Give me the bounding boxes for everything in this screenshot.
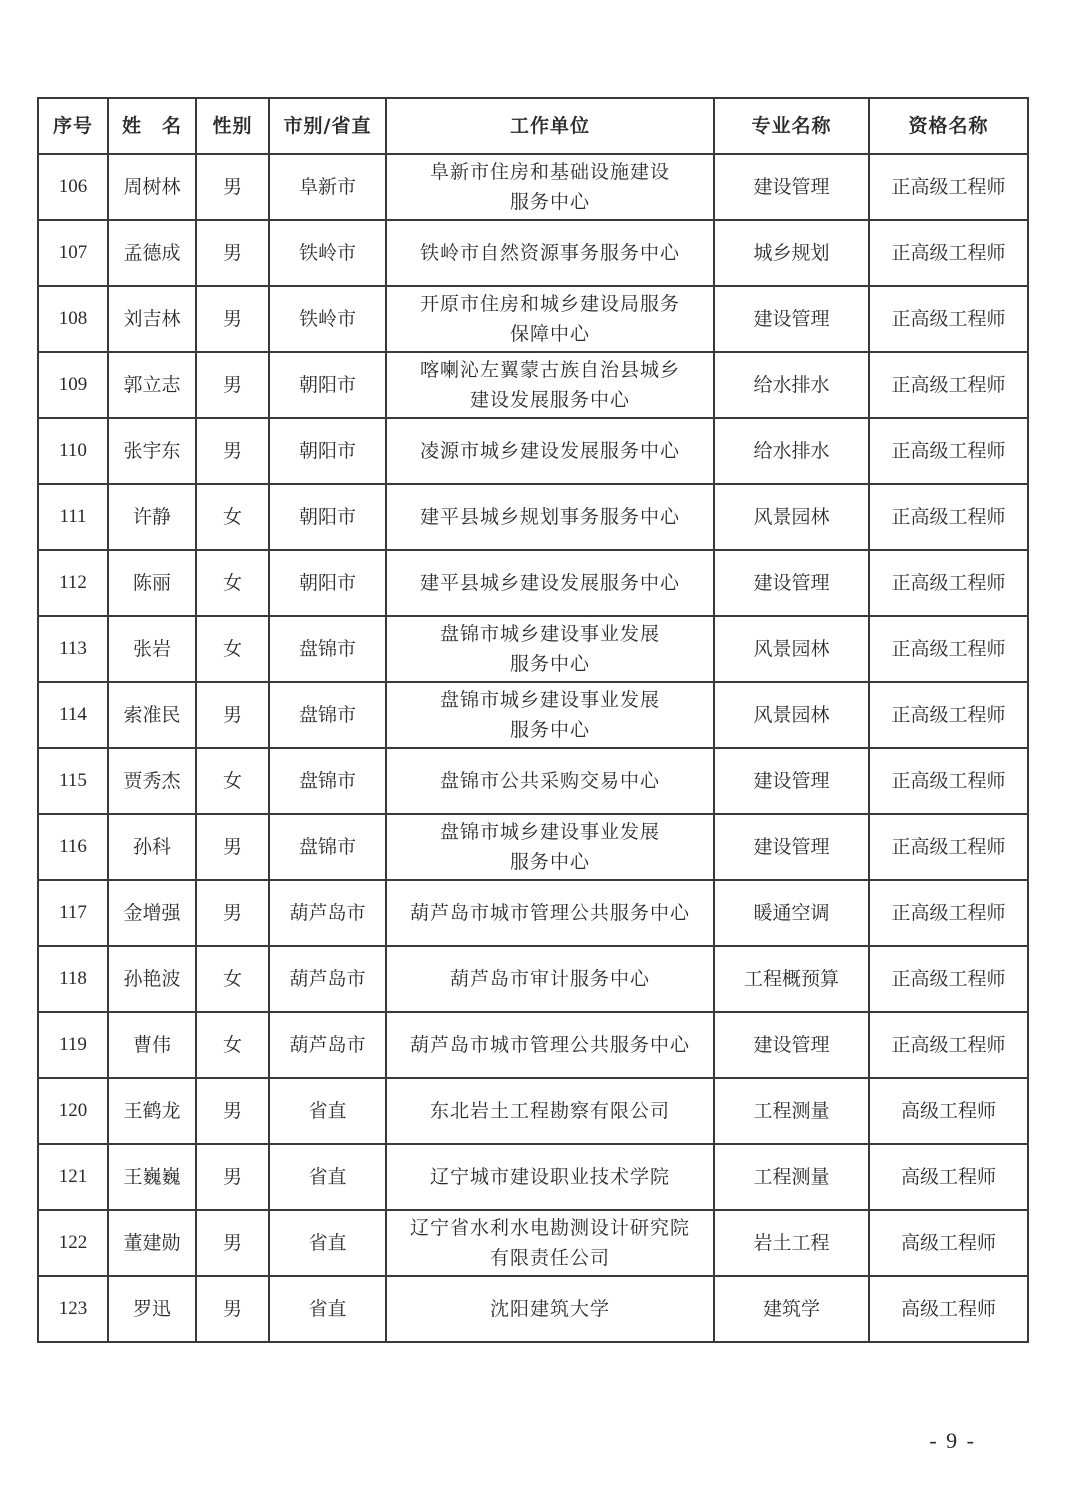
cell-qualification: 正高级工程师 bbox=[869, 1012, 1028, 1078]
cell-no: 115 bbox=[38, 748, 108, 814]
cell-gender: 男 bbox=[196, 352, 269, 418]
cell-name: 张岩 bbox=[108, 616, 196, 682]
cell-name: 郭立志 bbox=[108, 352, 196, 418]
table-header bbox=[38, 98, 1028, 154]
cell-gender: 男 bbox=[196, 880, 269, 946]
cell-major: 建设管理 bbox=[714, 814, 869, 880]
cell-gender: 女 bbox=[196, 748, 269, 814]
cell-major: 建设管理 bbox=[714, 1012, 869, 1078]
cell-gender: 女 bbox=[196, 946, 269, 1012]
cell-major: 城乡规划 bbox=[714, 220, 869, 286]
table-row bbox=[38, 880, 1028, 946]
cell-city: 省直 bbox=[269, 1210, 386, 1276]
cell-gender: 男 bbox=[196, 286, 269, 352]
table-row bbox=[38, 748, 1028, 814]
cell-qualification: 正高级工程师 bbox=[869, 748, 1028, 814]
cell-no: 113 bbox=[38, 616, 108, 682]
cell-gender: 男 bbox=[196, 220, 269, 286]
table-row bbox=[38, 946, 1028, 1012]
cell-name: 董建勋 bbox=[108, 1210, 196, 1276]
cell-city: 朝阳市 bbox=[269, 418, 386, 484]
cell-gender: 男 bbox=[196, 814, 269, 880]
cell-city: 阜新市 bbox=[269, 154, 386, 220]
cell-gender: 男 bbox=[196, 1144, 269, 1210]
unit-line: 服务中心 bbox=[509, 653, 590, 675]
cell-unit bbox=[386, 484, 714, 550]
cell-no: 109 bbox=[38, 352, 108, 418]
unit-line: 盘锦市城乡建设事业发展 bbox=[439, 821, 660, 843]
cell-unit bbox=[386, 814, 714, 880]
cell-major: 暖通空调 bbox=[714, 880, 869, 946]
cell-name: 张宇东 bbox=[108, 418, 196, 484]
table-row bbox=[38, 220, 1028, 286]
unit-line: 沈阳建筑大学 bbox=[489, 1298, 610, 1320]
cell-gender: 女 bbox=[196, 484, 269, 550]
cell-qualification: 高级工程师 bbox=[869, 1210, 1028, 1276]
unit-line: 葫芦岛市城市管理公共服务中心 bbox=[409, 902, 690, 924]
cell-gender: 女 bbox=[196, 1012, 269, 1078]
cell-major: 风景园林 bbox=[714, 616, 869, 682]
cell-unit bbox=[386, 682, 714, 748]
cell-city: 朝阳市 bbox=[269, 550, 386, 616]
header-cell-no: 序号 bbox=[38, 98, 108, 154]
cell-name: 陈丽 bbox=[108, 550, 196, 616]
cell-qualification: 正高级工程师 bbox=[869, 484, 1028, 550]
cell-name: 刘吉林 bbox=[108, 286, 196, 352]
header-cell-qualification: 资格名称 bbox=[869, 98, 1028, 154]
cell-unit bbox=[386, 616, 714, 682]
cell-name: 贾秀杰 bbox=[108, 748, 196, 814]
cell-city: 朝阳市 bbox=[269, 352, 386, 418]
cell-city: 葫芦岛市 bbox=[269, 880, 386, 946]
cell-major: 工程测量 bbox=[714, 1078, 869, 1144]
document-sheet bbox=[37, 97, 1027, 1343]
table-row bbox=[38, 286, 1028, 352]
cell-name: 孙科 bbox=[108, 814, 196, 880]
cell-no: 118 bbox=[38, 946, 108, 1012]
cell-name: 王鹤龙 bbox=[108, 1078, 196, 1144]
cell-major: 工程概预算 bbox=[714, 946, 869, 1012]
unit-line: 服务中心 bbox=[509, 191, 590, 213]
unit-line: 盘锦市城乡建设事业发展 bbox=[439, 689, 660, 711]
cell-major: 建筑学 bbox=[714, 1276, 869, 1342]
cell-gender: 男 bbox=[196, 1210, 269, 1276]
header-cell-unit: 工作单位 bbox=[386, 98, 714, 154]
cell-no: 110 bbox=[38, 418, 108, 484]
unit-line: 喀喇沁左翼蒙古族自治县城乡 bbox=[419, 359, 680, 381]
cell-unit bbox=[386, 1078, 714, 1144]
table-row bbox=[38, 814, 1028, 880]
cell-city: 省直 bbox=[269, 1144, 386, 1210]
cell-gender: 女 bbox=[196, 550, 269, 616]
cell-name: 孙艳波 bbox=[108, 946, 196, 1012]
cell-no: 107 bbox=[38, 220, 108, 286]
cell-major: 建设管理 bbox=[714, 748, 869, 814]
cell-qualification: 正高级工程师 bbox=[869, 550, 1028, 616]
qualification-roster-table bbox=[37, 97, 1029, 1343]
cell-no: 108 bbox=[38, 286, 108, 352]
cell-qualification: 正高级工程师 bbox=[869, 220, 1028, 286]
table-row bbox=[38, 616, 1028, 682]
cell-unit bbox=[386, 1210, 714, 1276]
cell-city: 盘锦市 bbox=[269, 682, 386, 748]
cell-no: 116 bbox=[38, 814, 108, 880]
cell-city: 盘锦市 bbox=[269, 616, 386, 682]
unit-line: 凌源市城乡建设发展服务中心 bbox=[419, 440, 680, 462]
cell-qualification: 正高级工程师 bbox=[869, 154, 1028, 220]
table-row bbox=[38, 1012, 1028, 1078]
cell-name: 金增强 bbox=[108, 880, 196, 946]
unit-line: 阜新市住房和基础设施建设 bbox=[429, 161, 670, 183]
cell-major: 建设管理 bbox=[714, 154, 869, 220]
unit-line: 东北岩土工程勘察有限公司 bbox=[429, 1100, 670, 1122]
table-body bbox=[38, 154, 1028, 1342]
cell-unit bbox=[386, 1276, 714, 1342]
cell-major: 风景园林 bbox=[714, 682, 869, 748]
cell-name: 曹伟 bbox=[108, 1012, 196, 1078]
table-row bbox=[38, 418, 1028, 484]
unit-line: 盘锦市公共采购交易中心 bbox=[439, 770, 660, 792]
header-cell-gender: 性别 bbox=[196, 98, 269, 154]
cell-major: 给水排水 bbox=[714, 418, 869, 484]
cell-major: 岩土工程 bbox=[714, 1210, 869, 1276]
header-cell-city: 市别/省直 bbox=[269, 98, 386, 154]
unit-line: 服务中心 bbox=[509, 719, 590, 741]
cell-no: 117 bbox=[38, 880, 108, 946]
cell-city: 盘锦市 bbox=[269, 814, 386, 880]
unit-line: 葫芦岛市审计服务中心 bbox=[449, 968, 650, 990]
cell-major: 给水排水 bbox=[714, 352, 869, 418]
cell-city: 铁岭市 bbox=[269, 220, 386, 286]
page-number: - 9 - bbox=[929, 1428, 976, 1453]
table-row bbox=[38, 352, 1028, 418]
unit-line: 辽宁城市建设职业技术学院 bbox=[429, 1166, 670, 1188]
cell-qualification: 正高级工程师 bbox=[869, 880, 1028, 946]
cell-unit bbox=[386, 1012, 714, 1078]
cell-gender: 男 bbox=[196, 154, 269, 220]
cell-qualification: 正高级工程师 bbox=[869, 946, 1028, 1012]
cell-unit bbox=[386, 154, 714, 220]
unit-line: 建平县城乡规划事务服务中心 bbox=[419, 506, 680, 528]
table-row bbox=[38, 682, 1028, 748]
cell-city: 朝阳市 bbox=[269, 484, 386, 550]
unit-line: 葫芦岛市城市管理公共服务中心 bbox=[409, 1034, 690, 1056]
cell-no: 122 bbox=[38, 1210, 108, 1276]
cell-qualification: 正高级工程师 bbox=[869, 352, 1028, 418]
cell-city: 省直 bbox=[269, 1276, 386, 1342]
cell-qualification: 正高级工程师 bbox=[869, 682, 1028, 748]
cell-city: 铁岭市 bbox=[269, 286, 386, 352]
cell-no: 119 bbox=[38, 1012, 108, 1078]
cell-gender: 男 bbox=[196, 682, 269, 748]
cell-unit bbox=[386, 880, 714, 946]
cell-no: 114 bbox=[38, 682, 108, 748]
cell-name: 孟德成 bbox=[108, 220, 196, 286]
cell-name: 周树林 bbox=[108, 154, 196, 220]
unit-line: 建平县城乡建设发展服务中心 bbox=[419, 572, 680, 594]
cell-no: 106 bbox=[38, 154, 108, 220]
cell-unit bbox=[386, 550, 714, 616]
table-row bbox=[38, 154, 1028, 220]
unit-line: 建设发展服务中心 bbox=[469, 389, 630, 411]
table-row bbox=[38, 484, 1028, 550]
cell-city: 葫芦岛市 bbox=[269, 1012, 386, 1078]
cell-gender: 女 bbox=[196, 616, 269, 682]
cell-major: 风景园林 bbox=[714, 484, 869, 550]
cell-gender: 男 bbox=[196, 418, 269, 484]
unit-line: 保障中心 bbox=[509, 323, 590, 345]
cell-unit bbox=[386, 1144, 714, 1210]
cell-unit bbox=[386, 946, 714, 1012]
cell-city: 葫芦岛市 bbox=[269, 946, 386, 1012]
table-row bbox=[38, 1210, 1028, 1276]
cell-unit bbox=[386, 418, 714, 484]
cell-major: 工程测量 bbox=[714, 1144, 869, 1210]
unit-line: 有限责任公司 bbox=[489, 1247, 610, 1269]
cell-qualification: 正高级工程师 bbox=[869, 814, 1028, 880]
cell-gender: 男 bbox=[196, 1276, 269, 1342]
table-row bbox=[38, 1078, 1028, 1144]
table-row bbox=[38, 1276, 1028, 1342]
cell-qualification: 正高级工程师 bbox=[869, 616, 1028, 682]
unit-line: 服务中心 bbox=[509, 851, 590, 873]
header-cell-name: 姓 名 bbox=[108, 98, 196, 154]
header-row bbox=[38, 98, 1028, 154]
unit-line: 开原市住房和城乡建设局服务 bbox=[419, 293, 680, 315]
cell-major: 建设管理 bbox=[714, 286, 869, 352]
cell-qualification: 正高级工程师 bbox=[869, 418, 1028, 484]
cell-gender: 男 bbox=[196, 1078, 269, 1144]
cell-unit bbox=[386, 352, 714, 418]
cell-city: 盘锦市 bbox=[269, 748, 386, 814]
header-cell-major: 专业名称 bbox=[714, 98, 869, 154]
cell-qualification: 高级工程师 bbox=[869, 1276, 1028, 1342]
table-row bbox=[38, 1144, 1028, 1210]
cell-name: 索准民 bbox=[108, 682, 196, 748]
cell-qualification: 高级工程师 bbox=[869, 1078, 1028, 1144]
cell-name: 许静 bbox=[108, 484, 196, 550]
cell-city: 省直 bbox=[269, 1078, 386, 1144]
cell-no: 112 bbox=[38, 550, 108, 616]
unit-line: 辽宁省水利水电勘测设计研究院 bbox=[409, 1217, 690, 1239]
cell-unit bbox=[386, 286, 714, 352]
cell-no: 120 bbox=[38, 1078, 108, 1144]
cell-no: 111 bbox=[38, 484, 108, 550]
cell-major: 建设管理 bbox=[714, 550, 869, 616]
cell-qualification: 正高级工程师 bbox=[869, 286, 1028, 352]
cell-name: 罗迅 bbox=[108, 1276, 196, 1342]
cell-unit bbox=[386, 748, 714, 814]
cell-no: 121 bbox=[38, 1144, 108, 1210]
cell-no: 123 bbox=[38, 1276, 108, 1342]
cell-name: 王巍巍 bbox=[108, 1144, 196, 1210]
unit-line: 盘锦市城乡建设事业发展 bbox=[439, 623, 660, 645]
table-row bbox=[38, 550, 1028, 616]
unit-line: 铁岭市自然资源事务服务中心 bbox=[419, 242, 680, 264]
cell-qualification: 高级工程师 bbox=[869, 1144, 1028, 1210]
cell-unit bbox=[386, 220, 714, 286]
